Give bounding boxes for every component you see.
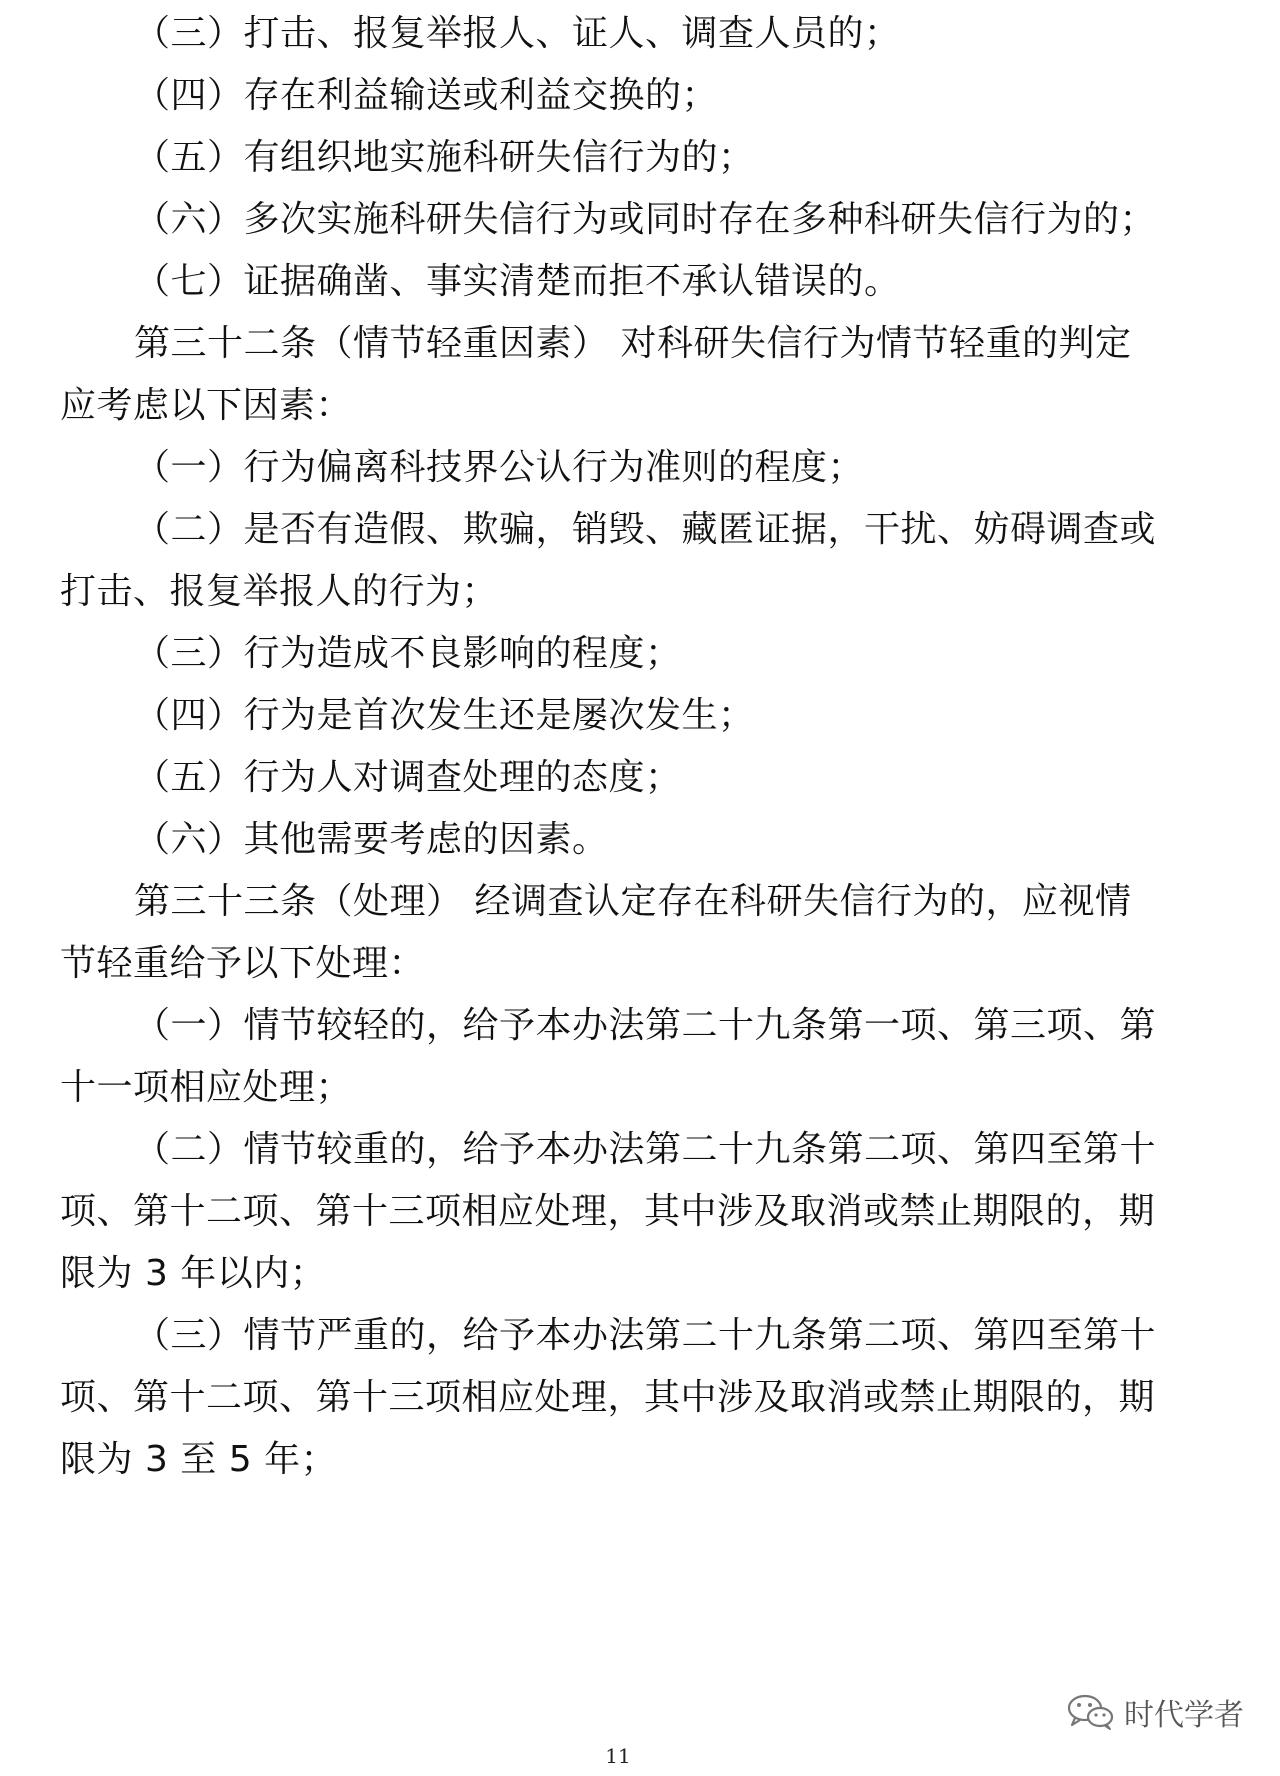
text-line: （六）其他需要考虑的因素。 xyxy=(134,819,609,860)
text-line: 项、第十二项、第十三项相应处理，其中涉及取消或禁止期限的，期 xyxy=(60,1191,1156,1232)
text-line: 打击、报复举报人的行为； xyxy=(60,571,499,612)
page-number: 11 xyxy=(605,1744,631,1768)
text-line: （五）有组织地实施科研失信行为的； xyxy=(134,137,755,178)
text-line: （四）行为是首次发生还是屡次发生； xyxy=(134,695,755,736)
text-line: （三）行为造成不良影响的程度； xyxy=(134,633,682,674)
wechat-watermark xyxy=(1066,1690,1244,1734)
watermark-text: 时代学者 xyxy=(1124,1698,1244,1733)
text-line: 限为 3 至 5 年； xyxy=(60,1439,338,1480)
text-line: （五）行为人对调查处理的态度； xyxy=(134,757,682,798)
text-line: （一）情节较轻的，给予本办法第二十九条第一项、第三项、第 xyxy=(134,1005,1157,1046)
text-line: 十一项相应处理； xyxy=(60,1067,353,1108)
text-line: （四）存在利益输送或利益交换的； xyxy=(134,75,719,116)
text-line: （三）打击、报复举报人、证人、调查人员的； xyxy=(134,13,901,54)
text-line: 应考虑以下因素： xyxy=(60,385,353,426)
text-line: （二）情节较重的，给予本办法第二十九条第二项、第四至第十 xyxy=(134,1129,1157,1170)
article-heading: 第三十三条（处理） 经调查认定存在科研失信行为的，应视情 xyxy=(134,881,1132,922)
wechat-icon xyxy=(1066,1692,1116,1732)
text-line: （六）多次实施科研失信行为或同时存在多种科研失信行为的； xyxy=(134,199,1157,240)
text-line: 项、第十二项、第十三项相应处理，其中涉及取消或禁止期限的，期 xyxy=(60,1377,1156,1418)
text-line: 限为 3 年以内； xyxy=(60,1253,327,1294)
text-line: （一）行为偏离科技界公认行为准则的程度； xyxy=(134,447,865,488)
text-line: （三）情节严重的，给予本办法第二十九条第二项、第四至第十 xyxy=(134,1315,1157,1356)
text-line: （二）是否有造假、欺骗，销毁、藏匿证据，干扰、妨碍调查或 xyxy=(134,509,1157,550)
article-heading: 第三十二条（情节轻重因素） 对科研失信行为情节轻重的判定 xyxy=(134,323,1132,364)
text-line: （七）证据确凿、事实清楚而拒不承认错误的。 xyxy=(134,261,901,302)
text-line: 节轻重给予以下处理： xyxy=(60,943,426,984)
